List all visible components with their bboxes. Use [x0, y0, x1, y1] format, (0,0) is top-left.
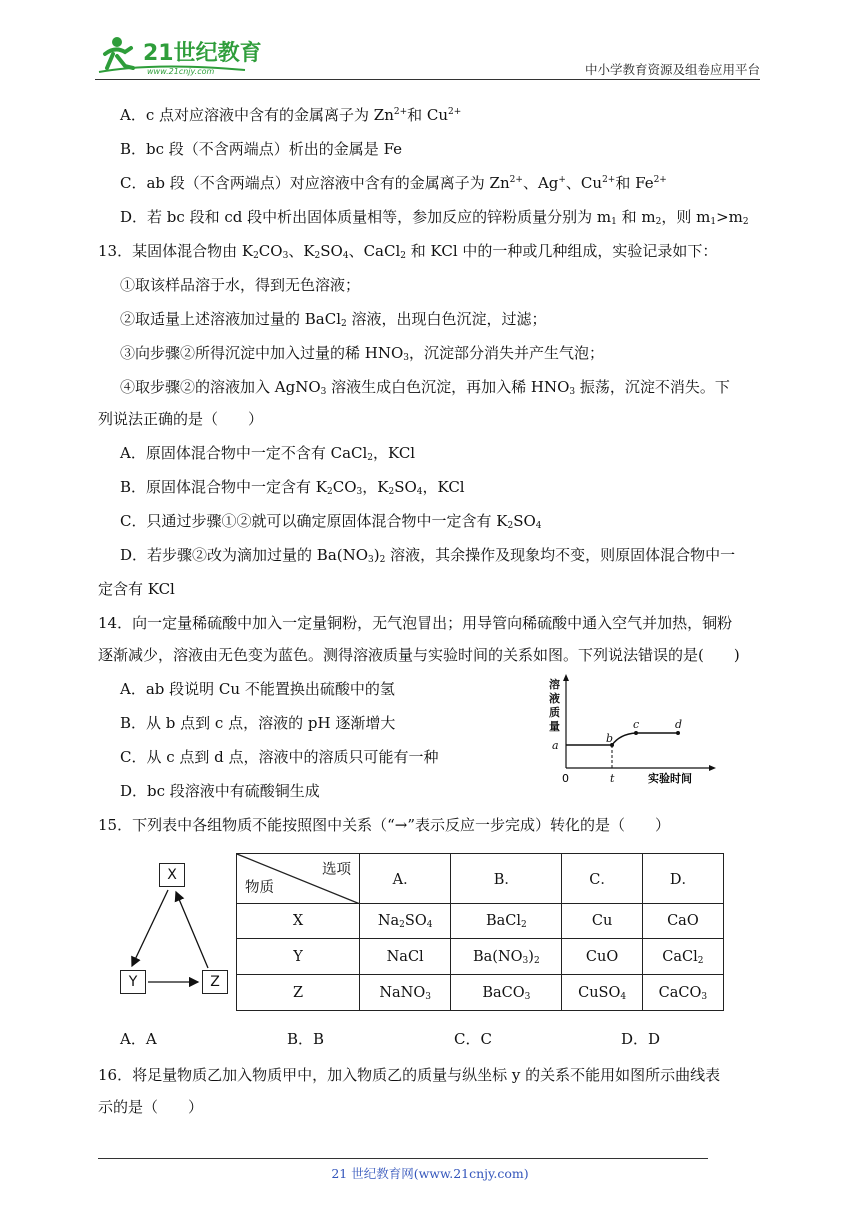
- table-cell: NaNO$_3$: [360, 975, 451, 1011]
- corner-top-label: 选项: [322, 862, 351, 878]
- table-cell: CuSO$_4$: [562, 975, 642, 1011]
- node-z: Z: [202, 970, 228, 994]
- q13-step-4: ④取步骤②的溶液加入 AgNO$_3$ 溶液生成白色沉淀，再加入稀 $HNO_3$ 振荡，沉淀不消失。下: [120, 378, 730, 397]
- graph-point-c: [634, 731, 638, 735]
- graph-label-t: t: [610, 772, 615, 785]
- footer-rule: [98, 1158, 708, 1159]
- arrow-z-to-x: [176, 892, 208, 968]
- q13-step-1: ①取该样品溶于水，得到无色溶液；: [120, 276, 361, 294]
- table-cell: BaCl$_2$: [451, 904, 562, 939]
- col-header-d: D．: [642, 854, 723, 904]
- q13-step-3: ③向步骤②所得沉淀中加入过量的稀 $HNO_3$，沉淀部分消失并产生气泡；: [120, 344, 605, 363]
- logo-text: 21世纪教育: [143, 41, 262, 66]
- graph-ylabel-1: 溶: [549, 678, 560, 691]
- header-rule: [95, 79, 760, 80]
- q14-option-b: B．从 b 点到 c 点，溶液的 pH 逐渐增大: [120, 714, 396, 732]
- table-cell: $Na_2SO_4$: [360, 904, 451, 939]
- table-cell: CaCO$_3$: [642, 975, 723, 1011]
- q15-stem: 15．下列表中各组物质不能按照图中关系（“→”表示反应一步完成）转化的是（ ）: [98, 816, 670, 834]
- q13-option-a: A．原固体混合物中一定不含有 CaCl$_2$，KCl: [120, 444, 416, 463]
- node-x: X: [159, 863, 185, 887]
- graph-origin: 0: [562, 772, 569, 785]
- graph-label-a: a: [552, 739, 559, 752]
- page-footer: 21 世纪教育网(www.21cnjy.com): [331, 1166, 529, 1181]
- col-header-c: C．: [562, 854, 642, 904]
- q12-option-b: B．bc 段（不含两端点）析出的金属是 Fe: [120, 140, 403, 158]
- graph-label-c: c: [633, 718, 640, 731]
- graph-y-arrow: [563, 674, 569, 681]
- q14-option-c: C．从 c 点到 d 点，溶液中的溶质只可能有一种: [120, 748, 439, 766]
- q14-stem-2: 逐渐减少，溶液由无色变为蓝色。测得溶液质量与实验时间的关系如图。下列说法错误的是( ): [98, 646, 740, 664]
- q13-option-d: D．若步骤②改为滴加过量的 $Ba(NO_3)_2$ 溶液，其余操作及现象均不变，则原固体混合物中一: [120, 546, 736, 565]
- q14-option-a: A．ab 段说明 Cu 不能置换出硫酸中的氢: [120, 680, 395, 698]
- arrow-x-to-y: [132, 890, 168, 966]
- q12-option-c: C．ab 段（不含两端点）对应溶液中含有的金属离子为 $Zn^{2+}$、Ag+、$Cu^{2+}$和 $Fe^{2+}$: [120, 174, 667, 192]
- q13-option-c: C．只通过步骤①②就可以确定原固体混合物中一定含有 $K_2SO_4$: [120, 512, 542, 531]
- q13-step-2: ②取适量上述溶液加过量的 BaCl$_2$ 溶液，出现白色沉淀，过滤；: [120, 310, 547, 329]
- logo-url: www.21cnjy.com: [147, 67, 215, 76]
- row-label-z: Z: [237, 975, 360, 1011]
- graph-label-d: d: [675, 718, 683, 731]
- graph-curve: [566, 733, 678, 745]
- q13-option-d-cont: 定含有 KCl: [98, 580, 175, 598]
- table-cell: BaCO$_3$: [451, 975, 562, 1011]
- q15-answer-d: D．D: [621, 1030, 661, 1048]
- platform-name: 中小学教育资源及组卷应用平台: [584, 62, 760, 77]
- row-label-y: Y: [237, 939, 360, 975]
- graph-label-b: b: [606, 732, 614, 745]
- page-header: [95, 32, 760, 80]
- table-cell: Cu: [562, 904, 642, 939]
- graph-point-d: [676, 731, 680, 735]
- corner-bottom-label: 物质: [245, 880, 274, 896]
- logo-icon: [95, 32, 270, 78]
- table-cell: CaCl$_2$: [642, 939, 723, 975]
- q15-triangle-arrows: [110, 880, 240, 990]
- graph-x-arrow: [709, 765, 716, 771]
- q15-answer-b: B．B: [287, 1030, 325, 1048]
- graph-ylabel-3: 质: [549, 706, 560, 719]
- q13-question: 列说法正确的是（ ）: [98, 410, 264, 428]
- q14-stem-1: 14．向一定量稀硫酸中加入一定量铜粉，无气泡冒出；用导管向稀硫酸中通入空气并加热，铜粉: [98, 614, 733, 632]
- q16-stem-1: 16．将足量物质乙加入物质甲中，加入物质乙的质量与纵坐标 y 的关系不能用如图所示曲线表: [98, 1066, 721, 1084]
- graph-ylabel-4: 量: [549, 720, 560, 733]
- graph-xlabel: 实验时间: [648, 772, 692, 785]
- q13-option-b: B．原固体混合物中一定含有 $K_2CO_3$，$K_2SO_4$，KCl: [120, 478, 465, 497]
- q15-answer-c: C．C: [454, 1030, 492, 1048]
- table-cell: NaCl: [360, 939, 451, 975]
- q15-options-table: [236, 853, 724, 1011]
- q15-answer-a: A．A: [120, 1030, 157, 1048]
- q12-option-a: A．c 点对应溶液中含有的金属离子为 $Zn^{2+}$和 $Cu^{2+}$: [120, 106, 462, 124]
- q13-stem: 13．某固体混合物由 $K_2CO_3$、$K_2SO_4$、CaCl$_2$ 和 KCl 中的一种或几种组成，实验记录如下：: [98, 242, 718, 261]
- table-cell: $Ba(NO_3)_2$: [451, 939, 562, 975]
- q12-option-d: D．若 bc 段和 cd 段中析出固体质量相等，参加反应的锌粉质量分别为 $m_1$ 和 $m_2$，则 $m_1>m_2$: [120, 208, 749, 227]
- row-label-x: X: [237, 904, 360, 939]
- table-cell: CaO: [642, 904, 723, 939]
- table-corner-cell: [237, 854, 360, 904]
- q16-stem-2: 示的是（ ）: [98, 1098, 204, 1116]
- table-cell: CuO: [562, 939, 642, 975]
- q14-option-d: D．bc 段溶液中有硫酸铜生成: [120, 782, 320, 800]
- node-y: Y: [120, 970, 146, 994]
- col-header-a: A．: [360, 854, 451, 904]
- graph-ylabel-2: 液: [549, 692, 560, 705]
- col-header-b: B．: [451, 854, 562, 904]
- q14-mass-time-graph: [540, 672, 720, 790]
